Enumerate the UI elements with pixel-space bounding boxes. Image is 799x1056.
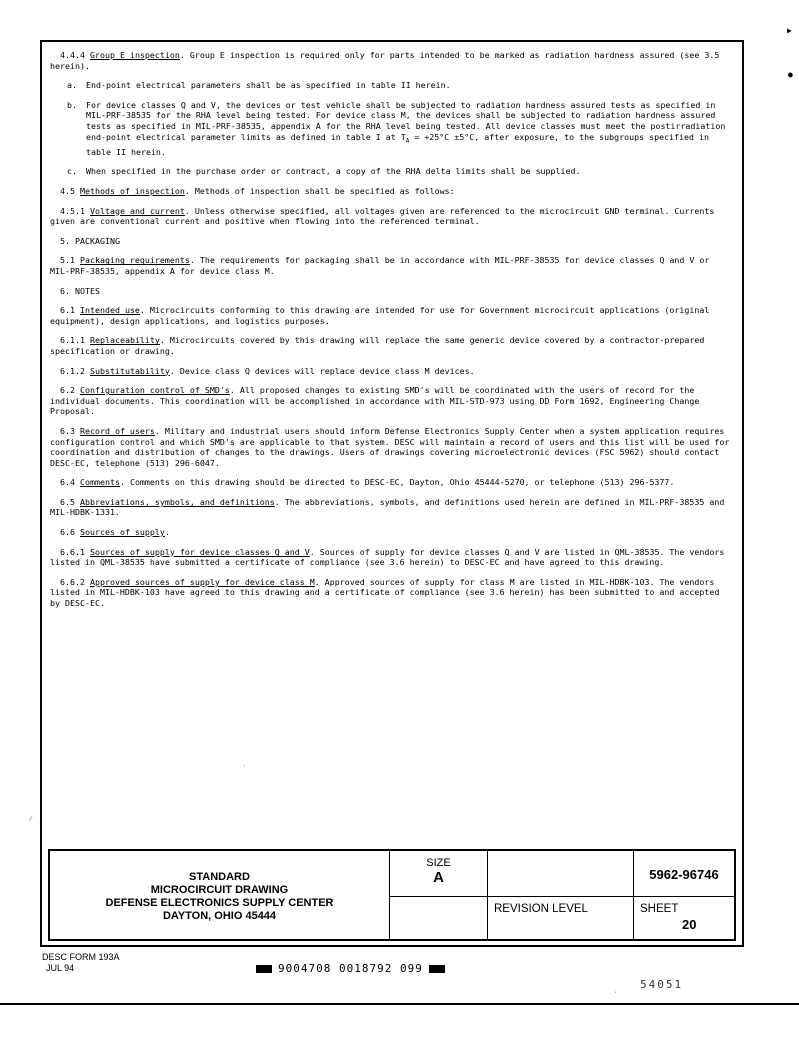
para-6-5: 6.5 Abbreviations, symbols, and definitions. The abbreviations, symbols, and definitions used herein are defined in MIL-PRF-38535 and MIL-HDBK-1331.	[50, 496, 725, 518]
blank-cell-lower	[390, 897, 488, 939]
para-4-4-4-c: c. When specified in the purchase order or contract, a copy of the RHA delta limits shall be supplied.	[67, 166, 581, 177]
margin-tick-mark: ⁄	[30, 815, 32, 823]
para-4-4-4: 4.4.4 Group E inspection. Group E inspection is required only for parts intended to be marked as radiation hardness assured (see 3.5 herein).	[50, 50, 720, 71]
para-6-6: 6.6 Sources of supply.	[60, 527, 170, 538]
heading-approved-sources-class-m: Approved sources of supply for device class M	[89, 576, 315, 587]
heading-sources-of-supply: Sources of supply	[79, 527, 165, 538]
title-standard: STANDARD	[189, 871, 250, 883]
size-value: A	[433, 869, 444, 886]
speck-mark-bottom: ·	[614, 990, 618, 996]
barcode-text: 9004708 0018792 099	[278, 962, 423, 975]
para-4-5-1: 4.5.1 Voltage and current. Unless otherwise specified, all voltages given are referenced to the microcircuit GND terminal. Currents given are conventional current and positive when flowing into the referenced terminal.	[50, 205, 715, 227]
para-6-2: 6.2 Configuration control of SMD's. All proposed changes to existing SMD's will be coordinated with the users of record for the individual documents. This coordination will be accomplished in accordance with MIL-STD-973 using DD Form 1692, Engineering Change Proposal.	[50, 385, 700, 417]
para-4-4-4-b: b. For device classes Q and V, the devices or test vehicle shall be subjected to radiation hardness assured tests as specified in MIL-PRF-38535 for the RHA level being tested. For device class M, the devices shall be subjected to radiation hardness assured tests as specified in MIL-PRF-38535, appendix A for the RHA level being tested. All device classes must meet the postirradiation end-point electrical parameter limits as defined in table I at $T_A = +25^\circ C \pm 5^\circ C$, after exposure, to the subgroups specified in table II herein.	[67, 99, 726, 157]
para-6-6-1: 6.6.1 Sources of supply for device classes Q and V. Sources of supply for device classes Q and V are listed in QML-38535. The vendors listed in QML-38535 have submitted a certificate of compliance (see 3.6 herein) to DESC-EC and have agreed to this drawing.	[50, 546, 725, 568]
heading-sources-classes-q-v: Sources of supply for device classes Q and V	[89, 546, 310, 557]
para-6-1: 6.1 Intended use. Microcircuits conforming to this drawing are intended for use for Government microcircuit applications (original equipment), design applications, and logistics purposes.	[50, 305, 710, 326]
title-microcircuit-drawing: MICROCIRCUIT DRAWING	[150, 884, 289, 896]
form-identifier	[42, 952, 120, 974]
barcode-block-right	[429, 965, 445, 973]
para-4-5: 4.5 Methods of inspection. Methods of inspection shall be specified as follows:	[60, 186, 455, 196]
speck-mark: ·	[243, 764, 247, 770]
revision-level-label: REVISION LEVEL	[494, 903, 588, 915]
title-block-agency	[50, 851, 390, 939]
blank-cell	[488, 851, 634, 897]
margin-dot-mark: ●	[788, 70, 793, 79]
heading-comments: Comments	[79, 477, 120, 488]
section-6-notes: 6. NOTES	[60, 285, 100, 296]
revision-level-cell	[488, 897, 634, 939]
barcode-block-left	[256, 965, 272, 973]
size-label: SIZE	[426, 857, 451, 869]
para-6-4: 6.4 Comments. Comments on this drawing should be directed to DESC-EC, Dayton, Ohio 45444-5270, or telephone (513) 296-5377.	[60, 477, 675, 488]
heading-abbreviations: Abbreviations, symbols, and definitions	[79, 496, 275, 507]
sheet-label: SHEET	[640, 903, 679, 915]
sheet-number: 20	[682, 917, 697, 932]
para-6-1-2: 6.1.2 Substitutability. Device class Q devices will replace device class M devices.	[60, 365, 475, 376]
page-stamp: 54051	[640, 978, 684, 991]
page-frame	[40, 40, 744, 947]
heading-methods-of-inspection: Methods of inspection	[79, 186, 185, 196]
section-5-packaging: 5. PACKAGING	[60, 235, 120, 246]
page-bottom-rule	[0, 1003, 799, 1005]
title-agency-address: DAYTON, OHIO 45444	[162, 910, 277, 922]
heading-packaging-requirements: Packaging requirements	[79, 255, 190, 266]
heading-group-e-inspection: Group E inspection	[89, 50, 180, 60]
sheet-cell	[634, 897, 734, 939]
para-6-1-1: 6.1.1 Replaceability. Microcircuits covered by this drawing will replace the same generic device covered by a contractor-prepared specification or drawing.	[50, 335, 705, 356]
form-number: DESC FORM 193A	[42, 952, 120, 962]
para-6-3: 6.3 Record of users. Military and industrial users should inform Defense Electronics Supply Center when a system application requires configuration control and which SMD's are applicable to that system. DESC will maintain a record of users and this list will be used for coordination and distribution of changes to the drawings. Users of drawings covering microelectronic devices (FSC 5962) should contact DESC-EC, telephone (513) 296-6047.	[50, 425, 730, 468]
para-6-6-2: 6.6.2 Approved sources of supply for device class M. Approved sources of supply for class M are listed in MIL-HDBK-103. The vendors listed in MIL-HDBK-103 have agreed to this drawing and a certificate of compliance (see 3.6 herein) has been submitted to and accepted by DESC-EC.	[50, 576, 720, 609]
title-block	[48, 849, 736, 941]
heading-record-of-users: Record of users	[79, 425, 155, 436]
title-agency-name: DEFENSE ELECTRONICS SUPPLY CENTER	[105, 897, 334, 909]
heading-substitutability: Substitutability	[89, 365, 170, 376]
size-cell	[390, 851, 488, 897]
margin-arrow-mark: ▶	[787, 26, 792, 35]
heading-replaceability: Replaceability	[89, 335, 160, 346]
barcode-line	[250, 962, 451, 975]
para-4-4-4-a: a. End-point electrical parameters shall be as specified in table II herein.	[67, 80, 451, 91]
heading-intended-use: Intended use	[79, 305, 140, 316]
form-date: JUL 94	[46, 963, 75, 973]
drawing-number: 5962-96746	[634, 851, 734, 897]
para-5-1: 5.1 Packaging requirements. The requirements for packaging shall be in accordance with MIL-PRF-38535 for device classes Q and V or MIL-PRF-38535, appendix A for device class M.	[50, 255, 710, 276]
heading-voltage-and-current: Voltage and current	[89, 205, 185, 216]
heading-configuration-control: Configuration control of SMD's	[79, 385, 230, 396]
document-body	[50, 50, 734, 618]
